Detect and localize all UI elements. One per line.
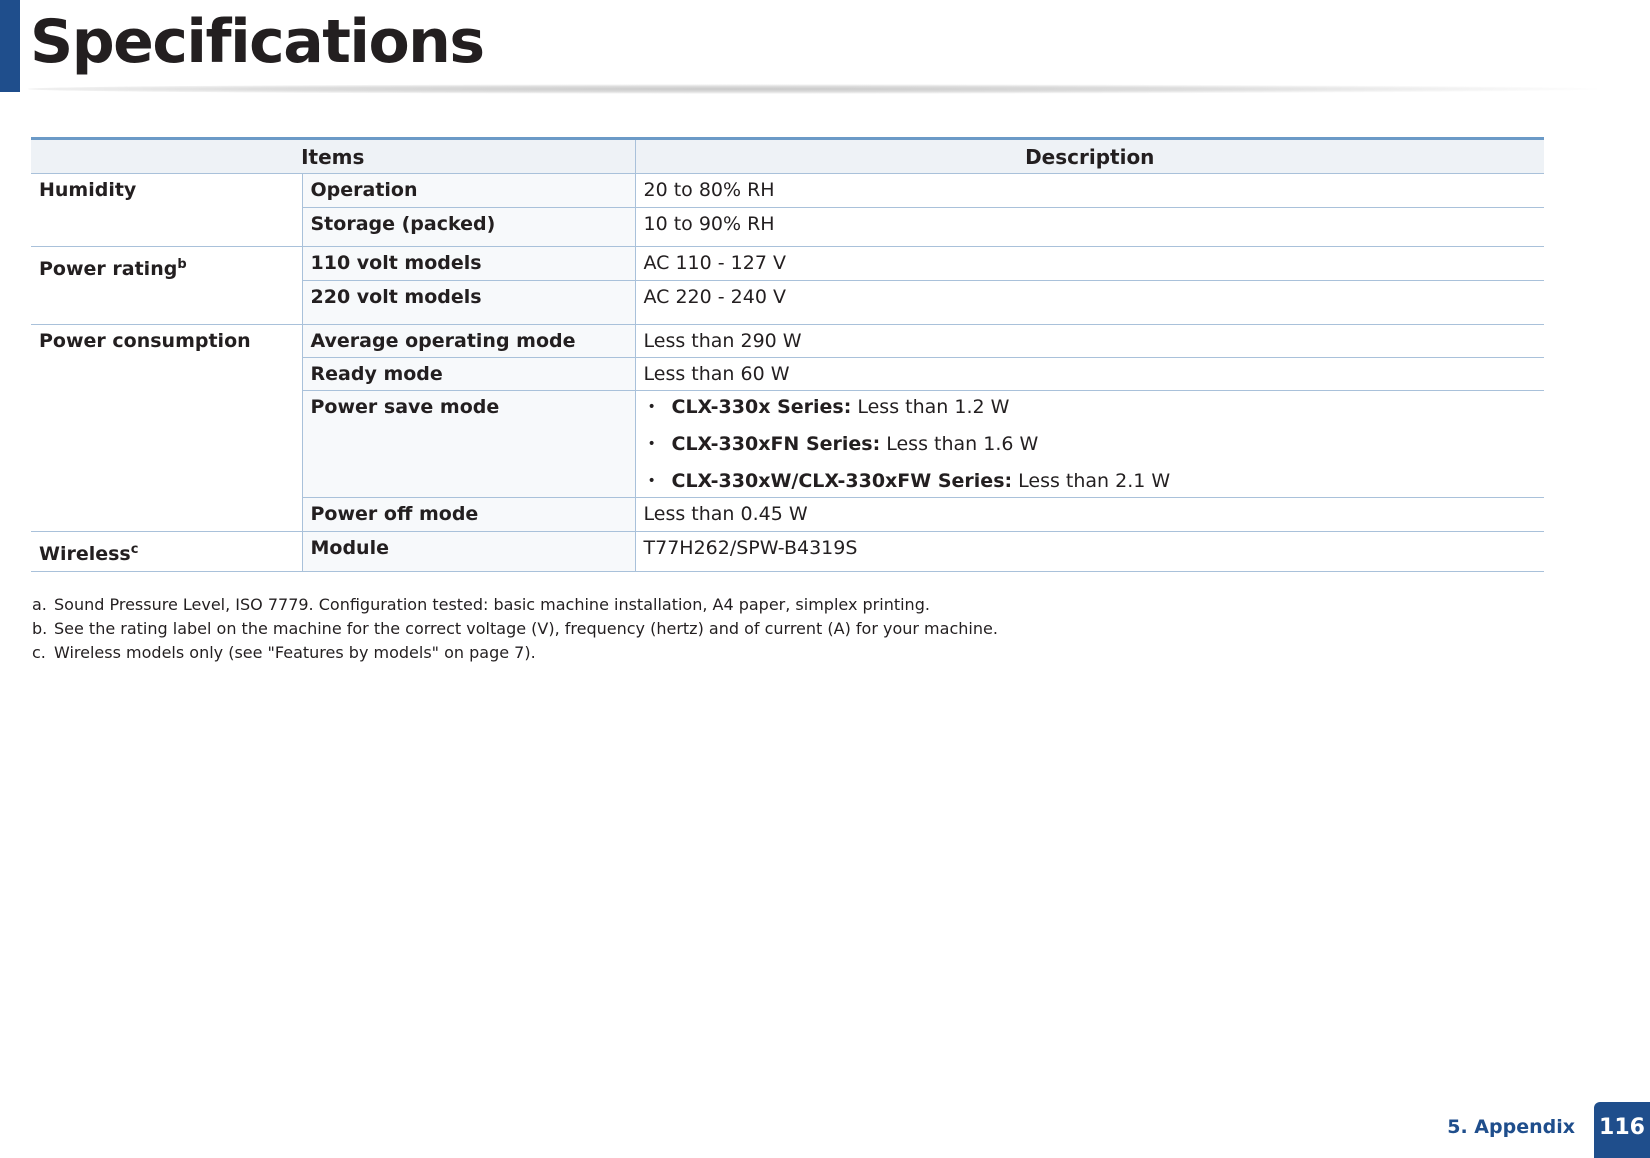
specifications-table — [31, 137, 1544, 572]
series-value: Less than 1.2 W — [851, 396, 1010, 418]
list-item — [644, 432, 1537, 456]
title-divider — [28, 84, 1598, 94]
power-save-list — [644, 395, 1537, 493]
footnote-ref-c: c — [130, 542, 139, 557]
row-group-wireless — [31, 532, 302, 572]
row-value: Less than 290 W — [635, 325, 1544, 358]
row-group-power-rating — [31, 247, 302, 325]
page-title: Specifications — [30, 7, 484, 77]
row-item: Ready mode — [302, 358, 635, 391]
row-group-power-consumption — [31, 325, 302, 532]
footnote-text: Wireless models only (see "Features by models" on page 7). — [54, 643, 536, 662]
page-number-badge: 116 — [1594, 1102, 1650, 1158]
footnote-a — [31, 593, 1544, 617]
group-label-text: Power rating — [39, 258, 178, 280]
group-label: Power consumption — [39, 330, 251, 352]
table-row — [31, 325, 1544, 358]
footnote-text: See the rating label on the machine for the correct voltage (V), frequency (hertz) and of current (A) for your machine. — [54, 619, 998, 638]
row-value: AC 220 - 240 V — [635, 281, 1544, 325]
row-group-humidity — [31, 174, 302, 247]
list-item — [644, 395, 1537, 419]
row-value: 10 to 90% RH — [635, 208, 1544, 247]
group-label — [39, 251, 187, 281]
footnote-b — [31, 617, 1544, 641]
row-item: Storage (packed) — [302, 208, 635, 247]
list-item — [644, 469, 1537, 493]
row-value: AC 110 - 127 V — [635, 247, 1544, 281]
footnotes — [31, 593, 1544, 665]
group-label — [39, 536, 138, 566]
row-value: T77H262/SPW-B4319S — [635, 532, 1544, 572]
row-item: Module — [302, 532, 635, 572]
row-item: Power save mode — [302, 391, 635, 498]
row-item: 220 volt models — [302, 281, 635, 325]
footnote-text: Sound Pressure Level, ISO 7779. Configuration tested: basic machine installation, A4 paper, simplex printing. — [54, 595, 930, 614]
row-item: Power off mode — [302, 498, 635, 532]
group-label: Humidity — [39, 179, 137, 201]
series-name: CLX-330xFN Series: — [671, 433, 881, 455]
bullet-icon: • — [647, 436, 656, 452]
footer-section-link[interactable]: 5. Appendix — [1447, 1116, 1575, 1138]
row-value: 20 to 80% RH — [635, 174, 1544, 208]
footnote-letter: b. — [32, 619, 48, 638]
row-value — [635, 391, 1544, 498]
footnote-ref-b: b — [177, 257, 187, 272]
row-item: Operation — [302, 174, 635, 208]
table-row — [31, 532, 1544, 572]
footnote-letter: a. — [32, 595, 47, 614]
series-name: CLX-330xW/CLX-330xFW Series: — [671, 470, 1013, 492]
series-value: Less than 1.6 W — [880, 433, 1039, 455]
header-description: Description — [635, 139, 1544, 174]
footnote-c — [31, 641, 1544, 665]
footnote-letter: c. — [32, 643, 46, 662]
bullet-icon: • — [647, 399, 656, 415]
row-value: Less than 0.45 W — [635, 498, 1544, 532]
series-name: CLX-330x Series: — [671, 396, 852, 418]
row-value: Less than 60 W — [635, 358, 1544, 391]
table-row — [31, 174, 1544, 208]
table-row — [31, 247, 1544, 281]
series-value: Less than 2.1 W — [1012, 470, 1171, 492]
group-label-text: Wireless — [39, 543, 131, 565]
bullet-icon: • — [647, 473, 656, 489]
row-item: Average operating mode — [302, 325, 635, 358]
table-header-row — [31, 139, 1544, 174]
title-accent-bar — [0, 0, 20, 92]
header-items: Items — [31, 139, 635, 174]
row-item: 110 volt models — [302, 247, 635, 281]
